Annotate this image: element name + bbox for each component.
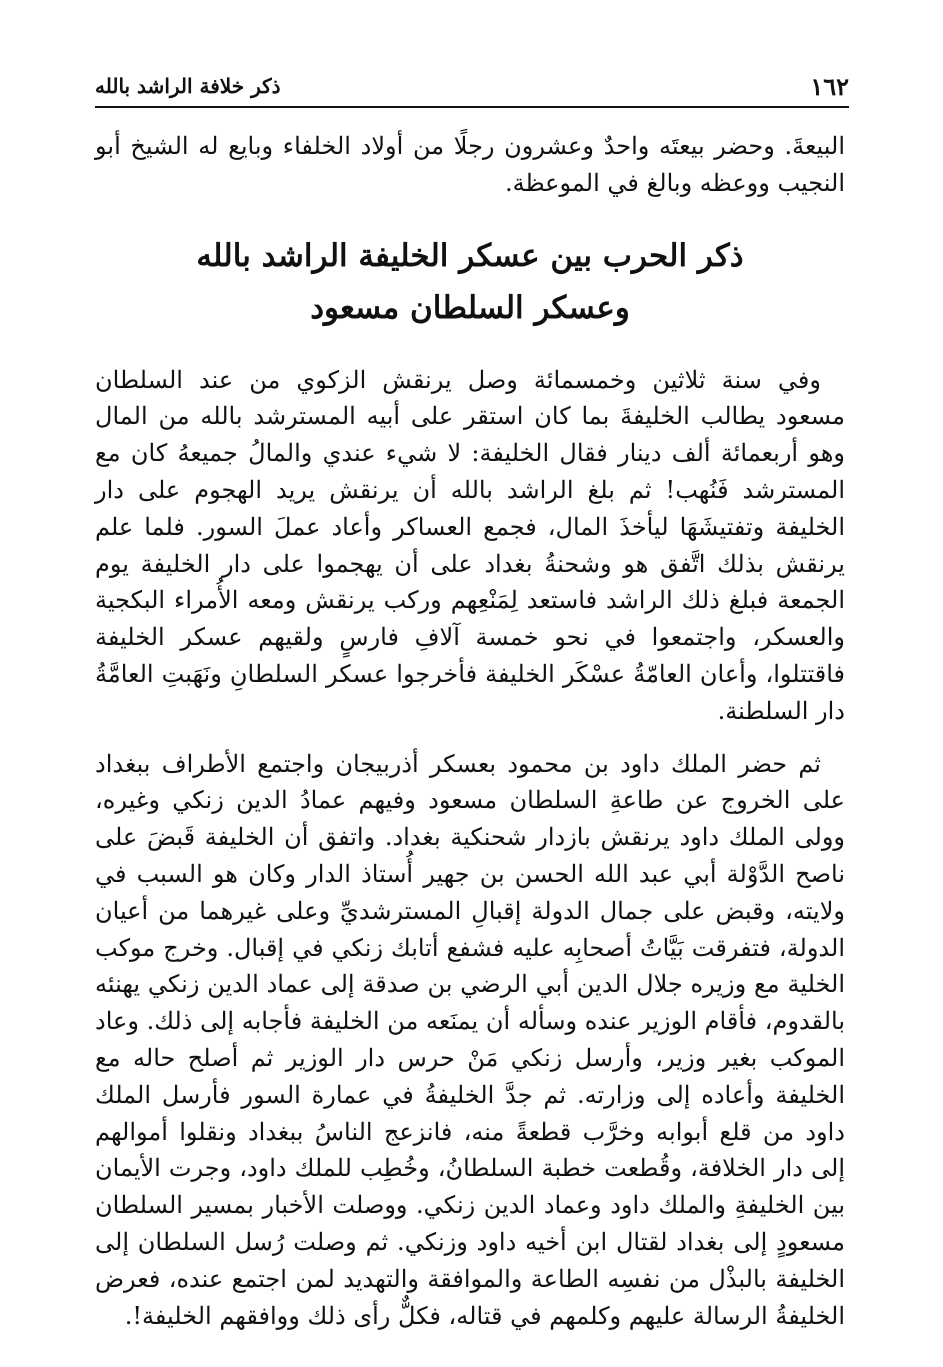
section-heading-line-1: ذكر الحرب بين عسكر الخليفة الراشد بالله <box>196 237 744 274</box>
page-content <box>95 128 845 1334</box>
paragraph-1: وفي سنة ثلاثين وخمسمائة وصل يرنقش الزكوي من عند السلطان مسعود يطالب الخليفةَ بما كان استقر على أبيه المسترشد بالله من المال وهو أربعمائة ألف دينار فقال الخليفة: لا شيء عندي والمالُ جميعهُ كان مع المسترشد فَنُهب! ثم بلغ الراشد بالله أن يرنقش يريد الهجوم على دار الخليفة وتفتيشَهَا ليأخذَ المال، فجمع العساكر وأعاد عملَ السور. فلما علم يرنقش بذلك اتَّفق هو وشحنةُ بغداد على أن يهجموا على دار الخليفة يوم الجمعة فبلغ ذلك الراشد فاستعد لِمَنْعِهم وركب يرنقش ومعه الأُمراء البكجية والعسكر، واجتمعوا في نحو خمسة آلافِ فارسٍ ولقيهم عسكر الخليفة فاقتتلوا، وأعان العامّةُ عسْكَر الخليفة فأخرجوا عسكر السلطانِ ونَهَبتِ العامَّةُ دار السلطنة. <box>95 365 845 725</box>
page-header <box>95 66 849 108</box>
section-heading-line-2: وعسكر السلطان مسعود <box>310 289 630 326</box>
page-number: ١٦٢ <box>810 71 849 101</box>
intro-paragraph: البيعةَ. وحضر بيعتَه واحدٌ وعشرون رجلًا من أولاد الخلفاء وبايع له الشيخ أبو النجيب ووعظه وبالغ في الموعظة. <box>95 132 845 197</box>
running-title: ذكر خلافة الراشد بالله <box>95 74 281 98</box>
section-heading <box>95 230 845 334</box>
paragraph-2: ثم حضر الملك داود بن محمود بعسكر أذربيجان واجتمع الأطراف ببغداد على الخروج عن طاعةِ السلطان مسعود وفيهم عمادُ الدين زنكي وغيره، وولى الملك داود يرنقش بازدار شحنكية بغداد. واتفق أن الخليفة قَبضَ على ناصح الدَّوْلة أبي عبد الله الحسن بن جهير أُستاذ الدار وكان هو السبب في ولايته، وقبض على جمال الدولة إقبالِ المسترشديِّ وعلى غيرهما من أعيان الدولة، فتفرقت بَيَّاتُ أصحابِه عليه فشفع أتابك زنكي في إقبال. وخرج موكب الخلية مع وزيره جلال الدين أبي الرضي بن صدقة إلى عماد الدين زنكي يهنئه بالقدوم، فأقام الوزير عنده وسأله أن يمنَعه من الخليفة فأجابه إلى ذلك. وعاد الموكب بغير وزير، وأرسل زنكي مَنْ حرس دار الوزير ثم أصلح حاله مع الخليفة وأعاده إلى وزارته. ثم جدَّ الخليفةُ في عمارة السور فأرسل الملك داود من قلع أبوابه وخرَّب قطعةً منه، فانزعج الناسُ ببغداد ونقلوا أموالهم إلى دار الخلافة، وقُطعت خطبة السلطانُ، وخُطِب للملك داود، وجرت الأيمان بين الخليفةِ والملك داود وعماد الدين زنكي. ووصلت الأخبار بمسير السلطان مسعودٍ إلى بغداد لقتال ابن أخيه داود وزنكي. ثم وصلت رُسل السلطان إلى الخليفة بالبذْل من نفسِه الطاعة والموافقة والتهديد لمن اجتمع عنده، فعرض الخليفةُ الرسالة عليهم وكلمهم في قتاله، فكلٌّ رأى ذلك ووافقهم الخليفة!. <box>95 749 845 1330</box>
paragraph-gap <box>95 730 845 746</box>
